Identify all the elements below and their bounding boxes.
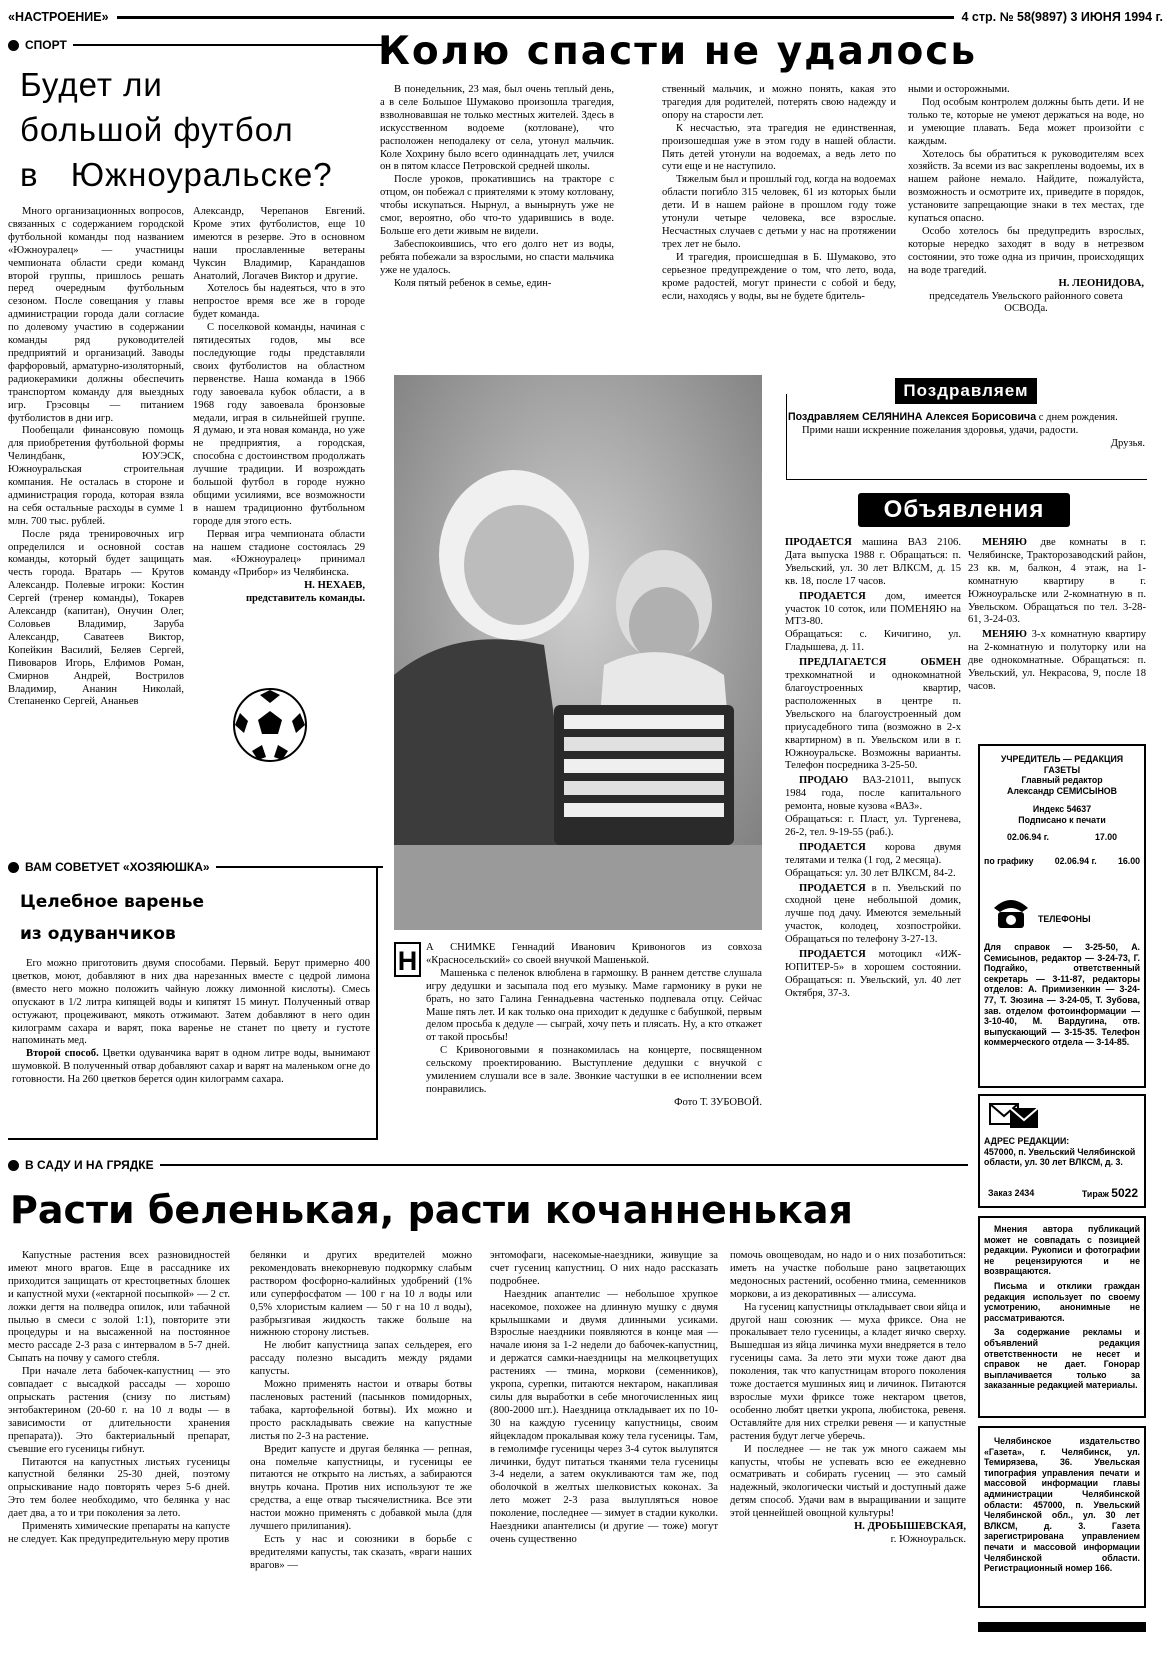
ad-item: ПРОДАЕТСЯ дом, имеется участок 10 соток, или ПОМЕНЯЮ на МТЗ-80. Обращаться: с. Кичигино, ул. Гладышева, д. 11.	[785, 590, 961, 654]
photo-credit: Фото Т. ЗУБОВОЙ.	[674, 1096, 762, 1108]
jam-rubric: ВАМ СОВЕТУЕТ «ХОЗЯЮШКА»	[8, 860, 383, 874]
sport-title: Будет ли большой футбол в Южноуральске?	[20, 66, 333, 193]
garden-signature-role: г. Южноуральск.	[890, 1533, 966, 1545]
kolya-title: Колю спасти не удалось	[378, 29, 978, 74]
bullet-icon	[8, 1160, 19, 1171]
sign-date-row: 02.06.94 г. 17.00	[1007, 832, 1117, 842]
ads-header: Объявления	[858, 493, 1070, 527]
sport-signature: Н. НЕХАЕВ,	[304, 580, 365, 592]
garden-column-2: белянки и других вредителей можно рекомендовать внекорневую подкормку слабым раствором фосфорно-калийных удобрений (1% или суперфосфатом — 100 г на 10 л воды или 0,5% хлористым калием — 50 г на 10 л воды), разбрызгивая жидкость также больше на нижнюю сторону листьев. Не любит капустница запах сельдерея, его рассаду полезно высадить между рядами капусты. Можно применять настои и отвары ботвы пасленовых растений (пасынков помидорных, табака, картофельной ботвы). Их можно и просто раскладывать свежие на капустные листья по 2-3 на растение. Вредит капусте и другая белянка — репная, она помельче капустницы, и гусеницы ее питаются не открыто на листьях, а забираются внутрь кочана. Против них используют те же средства, а еще отвар тысячелистника. Все эти настои можно применять с добавкой мыла (для лучшего прилипания). Есть у нас и союзники в борьбе с вредителями капусты, так сказать, «враги наших врагов» —	[250, 1250, 472, 1571]
photo-caption: А СНИМКЕ Геннадий Иванович Кривоногов из совхоза «Красносельский» со своей внучкой Машенькой. Машенька с пеленок влюблена в гармошку. В раннем детстве слушала игру дедушки и засыпала под его музыку. Маме гармонику в руки не брать, но зато Галина Геннадьевна частенько подпевала отцу. Сейчас Маше пять лет. И как только она приходит к дедушке с бабушкой, первым делом просьба к дедуле — сыграй, хочу петь и плясать. Ну, а кто откажет от такой просьбы! С Кривоноговыми я познакомилась на концерте, посвященном сельскому проектированию. Выступление дедушки с внучкой с умилением слушали все в зале. Звонкие частушки в ее исполнении всем понравились. Фото Т. ЗУБОВОЙ.	[426, 942, 762, 1108]
publisher-text: Челябинское издательство «Газета», г. Челябинск, ул. Темирязева, 36. Увельская типография управления печати и массовой информации главы администрации Челябинской области: 457000, п. Увельский Челябинской обл., ул. 30 лет ВЛКСМ, д. 3. Газета зарегистрирована управлением печати и массовой информации Челябинской области. Регистрационный номер 166.	[984, 1436, 1140, 1574]
bullet-icon	[8, 40, 19, 51]
congrats-header: Поздравляем	[895, 378, 1037, 404]
ad-item: ПРОДАЕТСЯ машина ВАЗ 2106. Дата выпуска 1988 г. Обращаться: п. Увельский, ул. 30 лет ВЛКСМ, д. 15 кв. 18, после 17 часов.	[785, 537, 961, 587]
sport-column-2: Александр, Черепанов Евгений. Кроме этих футболистов, еще 10 имеются в резерве. Это в основном наши прославленные ветераны Чуксин Владимир, Карандашов Анатолий, Логачев Виктор и другие. Хотелось бы надеяться, что в это непростое время все же в городе будет команда. С поселковой команды, начиная с пятидесятых годов, мы все последующие годы представляли своих футболистов на областном первенстве. Наша команда в 1966 году завоевала кубок области, а в 1968 году завоевала бронзовые медали, играя в сильнейшей группе. Я думаю, и эта новая команда, но уже не предприятия, а городская, способна с достоинством продолжать лучшие традиции. И возрождать большой футбол в городе нужно общими усилиями, все возможности в нашем традиционно футбольном городе для этого есть. Первая игра чемпионата области на нашем стадионе состоялась 29 мая. «Южноуралец» принимал команду «Прибор» из Челябинска. Н. НЕХАЕВ, представитель команды.	[193, 206, 365, 605]
address-block: АДРЕС РЕДАКЦИИ: 457000, п. Увельский Челябинской области, ул. 30 лет ВЛКСМ, д. 3.	[984, 1136, 1136, 1168]
congrats-text: Поздравляем СЕЛЯНИНА Алексея Борисовича с днем рождения. Прими наши искренние пожелания здоровья, удачи, радости. Друзья.	[788, 411, 1145, 449]
jam-text: Его можно приготовить двумя способами. Первый. Берут примерно 400 цветков, моют, добавляют в них два нарезанных вместе с цедрой лимона (вместо него можно положить чайную ложку лимонной кислоты). Смесь опускают в 1/2 литра кипящей воды и кипятят 15 минут. Полученный отвар остужают, процеживают, мякоть отжимают. Затем добавляют в него один килограмм сахара и варят, пока варенье не станет по цвету и густоте напоминать мед. Второй способ. Цветки одуванчика варят в одном литре воды, вынимают шумовкой. В полученный отвар добавляют сахар и варят на маленьком огне до готовности. На 260 цветков берется один килограмм сахара.	[12, 958, 370, 1086]
ad-item: ПРОДАЕТСЯ мотоцикл «ИЖ-ЮПИТЕР-5» в хорошем состоянии. Обращаться: п. Увельский, ул. 40 лет Октября, 37-3.	[785, 949, 961, 999]
sport-signature-role: представитель команды.	[245, 593, 365, 605]
kolya-column-2: ственный мальчик, и можно понять, какая это трагедия для родителей, потерять свою надежду и опору на старости лет. К несчастью, эта трагедия не единственная, произошедшая уже в этом году в нашей области. Пять детей утонули на водоемах, а ведь лето по сути еще и не наступило. Тяжелым был и прошлый год, когда на водоемах области погибло 315 человек, 61 из которых были дети. И в нашем районе в прошлом году тоже утонули четыре человека, все взрослые. Несчастных случаев с детьми у нас на протяжении трех лет не было. И трагедия, происшедшая в Б. Шумаково, это серьезное предупреждение о том, что лето, вода, кроме радостей, могут принести с собой и беду, если, находясь у воды, вы не будете бдитель-	[662, 84, 896, 302]
order-row: Заказ 2434 Тираж 5022	[988, 1186, 1138, 1200]
kolya-signature: Н. ЛЕОНИДОВА,	[1058, 277, 1144, 289]
caption-initial: Н	[394, 942, 421, 977]
issue-info: 4 стр. № 58(9897) 3 ИЮНЯ 1994 г.	[961, 10, 1163, 24]
envelope-icon	[988, 1100, 1042, 1130]
garden-column-1: Капустные растения всех разновидностей имеют много врагов. Еще в рассаднике их приходится защищать от крестоцветных блошек и капустной мухи («ектарной посыпкой» — 2 ст. ложки дегтя на полведра опилок, или табачной пылью в смеси с золой 1:1), повторите эти процедуры и на высаженной на постоянное место рассаде 2-3 раза с интервалом в 5-7 дней. Сыпать на почву у самого стебля. При начале лета бабочек-капустниц — это совпадает с высадкой рассады — хорошо опрыскать растения (снизу по листьям) энтобактерином (20-60 г. на 10 л воды — в зависимости от длительности хранения препарата)). Это бактериальный препарат, съевшие его гусеницы гибнут. Питаются на капустных листьях гусеницы капустной белянки 25-30 дней, поэтому опрыскивание надо повторять через 5-6 дней. Это тем более необходимо, что белянка у нас дает два, а то и три поколения за лето. Применять химические препараты на капусте не следует. Как предупредительную меру против	[8, 1250, 230, 1545]
footer-bar	[978, 1622, 1146, 1632]
ad-item: МЕНЯЮ две комнаты в г. Челябинске, Тракторозаводский район, 23 кв. м, балкон, 4 этаж, на 1-комнатную квартиру в г. Южноуральске или 2-комнатную в п. Увельском. Обращаться по тел. 3-28-61, 3-24-03.	[968, 537, 1146, 626]
masthead	[8, 8, 1163, 26]
telephone-icon	[990, 894, 1032, 932]
kolya-column-3: ными и осторожными. Под особым контролем должны быть дети. И не только те, которые не умеют держаться на воде, но и умеющие плавать. Беда может произойти с каждым. Хотелось бы обратиться к руководителям всех хозяйств. За всеми из вас закреплены водоемы, их в нашем районе немало. Найдите, пожалуйста, возможность и осмотрите их, приведите в порядок, установите запрещающие знаки в тех местах, где купаться опасно. Особо хотелось бы предупредить взрослых, которые нередко заходят в воду в нетрезвом состоянии, это тоже одна из причин, происходящих на воде трагедий. Н. ЛЕОНИДОВА, председатель Увельского районного совета ОСВОДа.	[908, 84, 1144, 315]
garden-column-3: энтомофаги, насекомые-наездники, живущие за счет гусениц капустниц. О них надо рассказать подробнее. Наездник апантелис — небольшое хрупкое насекомое, похожее на длинную мушку с двумя крылышками и двумя длинными усиками. Взрослые наездники появляются в конце мая — начале июня за 1-2 недели до бабочек-капустниц, и держатся самки-наездницы на мелкоцветущих растениях — тмина, моркови (семенников), укропа, сурепки, питаются нектаром, накапливая силы для выработки в себе многочисленных яиц (800-2000 шт.). Наездница откладывает их по 10-30 на каждую гусеницу капустницы, своим яйцекладом прокалывая кожу тела гусеницы. Там, в гемолимфе гусеницы через 3-4 суток вылупятся личинки, будут питаться тканями тела гусеницы 3-4 недели, а затем окукливаются там же, под оболочкой в желтых шелковистых коконах. За лето может 2-3 раза вылупляться новое поколение, последнее — зимует в стадии куколки. Наездники апантелисы (и другие — тоже) могут очень существенно	[490, 1250, 718, 1545]
schedule-row: по графику 02.06.94 г. 16.00	[984, 856, 1140, 866]
garden-column-4: помочь овощеводам, но надо и о них позаботиться: иметь на участке побольше рано зацветающих медоносных растений, особенно тмина, семенников моркови, а из декоративных — алиссума. На гусениц капустницы откладывает свои яйца и другой наш союзник — муха фрикcе. Она не прокалывает тело гусеницы, а кладет яичко сверху. Вышедшая из яйца личинка мухи внедряется в тело гусеницы сама. За лето эти мухи тоже дают два поколения, так что капустницам второго поколения тоже достается мушиных яиц и личинок. Питаются взрослые мухи фрикcе тоже нектаром цветов, особенно любят цветки укропа, любистока, ревеня. Оставляйте для них стрелки ревеня — и капустные растения будут легче уберечь. И последнее — не так уж много сажаем мы капусты, чтобы не успевать всю ее ежедневно осматривать и собирать гусениц — это самый надежный, экологически чистый и доступный даже детям способ. Удачи вам в выращивании и защите этой ценнейшей овощной культуры! Н. ДРОБЫШЕВСКАЯ, г. Южноуральск.	[730, 1250, 966, 1545]
jam-title: Целебное варенье из одуванчиков	[20, 892, 204, 944]
ad-item: МЕНЯЮ 3-х комнатную квартиру на 2-комнатную и полуторку или на две однокомнатные. Обращаться: п. Увельский, ул. Некрасова, 9, после 18 часов.	[968, 629, 1146, 692]
ad-item: ПРЕДЛАГАЕТСЯ ОБМЕН трехкомнатной и однокомнатной благоустроенных квартир, расположенных в центре п. Увельского на благоустроенный дом приусадебного типа (возможно в 2-х квартирном) в п. Увельском или в г. Южноуральске. Возможны варианты. Телефон посредника 3-25-50.	[785, 657, 961, 772]
newspaper-name: «НАСТРОЕНИЕ»	[8, 10, 109, 24]
sport-rubric: СПОРТ	[8, 38, 383, 52]
garden-signature: Н. ДРОБЫШЕВСКАЯ,	[854, 1521, 966, 1533]
ads-column-1	[785, 537, 961, 1001]
phones-title: ТЕЛЕФОНЫ	[1038, 914, 1091, 924]
masthead-rule	[117, 16, 954, 19]
phones-text: Для справок — 3-25-50, А. Семисынов, редактор — 3-24-73, Г. Подгайко, ответственный секретарь — 3-11-87, редакторы отделов: А. Примизенкин — 3-24-77, Т. Зюзина — 3-24-05, Т. Зубова, зав. отделом фотоинформации — 3-10-40, М. Вардугина, отв. выпускающий — 3-15-35. Телефон коммерческого отдела — 3-14-85.	[984, 942, 1140, 1048]
ad-item: ПРОДАЕТСЯ в п. Увельский по сходной цене небольшой домик, лучше под дачу. Имеются земельный участок, колодец, хозпостройки. Обращаться по телефону 3-27-13.	[785, 882, 961, 946]
soccer-ball-icon	[230, 685, 310, 765]
photo-accordion-grandpa-girl	[394, 375, 762, 930]
sport-column-1: Много организационных вопросов, связанных с содержанием городской футбольной команды под названием «Южноуралец» — участницы чемпионата области среди команд второй группы, пришлось решать перед очередным футбольным сезоном. После совещания у главы администрации города дали согласие по долевому участию в содержании команды ряд руководителей предприятий и организаций. Заводы фарфоровый, арматурно-изоляторный, радиокерамики должны обеспечить транспортом команду для выездных игр. Грэсовцы — питанием футболистов в дни игр. Пообещали финансовую помощь для приобретения футбольной формы Челиндбанк, ЮУЭСК, Южноуральская строительная компания. Не осталась в стороне и администрация города, которая взяла на себя остальные расходы в сумме 1 млн. 700 тыс. рублей. После ряда тренировочных игр определился и основной состав команды, который будет защищать честь города. Вратарь — Крутов Александр. Полевые игроки: Костин Сергей (тренер команды), Токарев Александр (капитан), Онучин Олег, Соловьев Владимир, Заруба Александр, Саватеев Виктор, Копейкин Василий, Беляев Сергей, Пивоваров Игорь, Елфимов Роман, Смирнов Андрей, Вострилов Владимир, Ананин Николай, Степаненко Сергей, Ананьев	[8, 206, 184, 708]
garden-rubric: В САДУ И НА ГРЯДКЕ	[8, 1158, 968, 1172]
disclaimer-text: Мнения автора публикаций может не совпадать с позицией редакции. Рукописи и фотографии не рецензируются и не возвращаются. Письма и отклики граждан редакция использует по своему усмотрению, анонимные не рассматриваются. За содержание рекламы и объявлений редакция ответственности не несет и справок не дает. Гонорар выплачивается только за заказанные редакцией материалы.	[984, 1224, 1140, 1391]
garden-title: Расти беленькая, расти кочанненькая	[10, 1188, 853, 1232]
ad-item: ПРОДАЕТСЯ корова двумя телятами и телка (1 год, 2 месяца). Обращаться: ул. 30 лет ВЛКСМ, 84-2.	[785, 841, 961, 879]
kolya-signature-role: председатель Увельского районного совета ОСВОДа.	[929, 290, 1123, 315]
ad-item: ПРОДАЮ ВАЗ-21011, выпуск 1984 года, после капитального ремонта, новые кузова «ВАЗ». Обращаться: г. Пласт, ул. Тургенева, 26-2, тел. 9-19-55 (раб.).	[785, 775, 961, 838]
kolya-column-1: В понедельник, 23 мая, был очень теплый день, а в селе Большое Шумаково произошла трагедия, взволновавшая не только местных жителей. Здесь в искусственном водоеме (котловане), что расположен неподалеку от села, утонул мальчик. Коле Хохрину было всего одиннадцать лет, учился он в пятом классе Петровской средней школы. После уроков, прокатившись на тракторе с отцом, он побежал с приятелями к этому котловану, чтобы искупаться. Нырнул, а вынырнуть уже не смог, вероятно, обо что-то ударившись в воде. Больше его дети живым не видели. Забеспокоившись, что его долго нет из воды, ребята побежали за взрослыми, но спасти мальчика уже не удалось. Коля пятый ребенок в семье, един-	[380, 84, 614, 289]
congrats-from: Друзья.	[1110, 437, 1145, 449]
ads-column-2	[968, 537, 1146, 694]
founder-block: УЧРЕДИТЕЛЬ — РЕДАКЦИЯ ГАЗЕТЫ Главный редактор Александр СЕМИСЫНОВ Индекс 54637 Подписано к печати	[1000, 754, 1124, 825]
